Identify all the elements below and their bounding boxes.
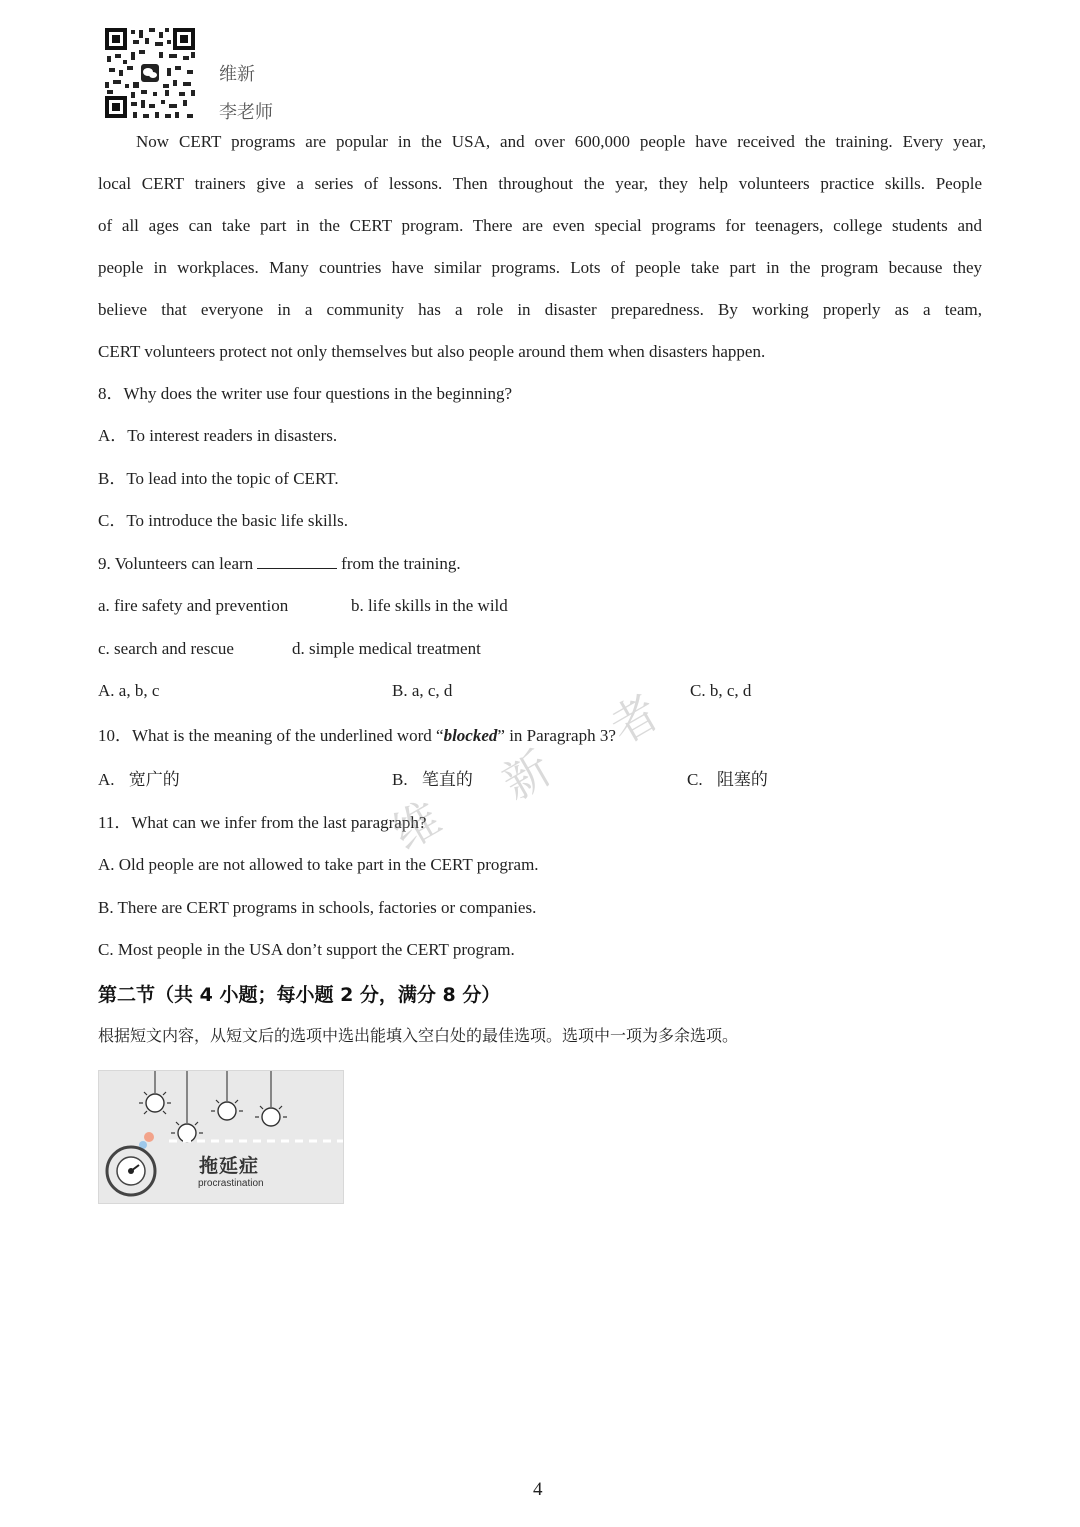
watermark-char-3: 者 bbox=[601, 684, 668, 755]
passage-line-6: CERT volunteers protect not only themselves but also people around them when disasters happen. bbox=[98, 342, 766, 361]
q8-option-c: C．To introduce the basic life skills. bbox=[98, 511, 348, 530]
q10-option-b-text: 笔直的 bbox=[421, 770, 473, 790]
q9-option-a: A. a, b, c bbox=[98, 681, 160, 700]
q9-question-post: from the training. bbox=[341, 554, 461, 573]
watermark-char-1: 维 bbox=[383, 790, 450, 861]
passage-line-5: believe that everyone in a community has a role in disaster preparedness. By working properly as a team, bbox=[98, 300, 982, 319]
q10-option-a-text: 宽广的 bbox=[128, 770, 180, 790]
q9-question bbox=[98, 553, 461, 575]
q9-question-pre: 9. Volunteers can learn bbox=[98, 554, 254, 573]
header-name-line2: 李老师 bbox=[219, 102, 273, 123]
q9-blank bbox=[257, 554, 337, 569]
q10-option-c-letter: C. bbox=[687, 770, 703, 789]
qr-code-graphic bbox=[103, 26, 197, 120]
q9-option-b: B. a, c, d bbox=[392, 681, 453, 700]
watermark-char-2: 新 bbox=[493, 740, 560, 811]
q9-option-c: C. b, c, d bbox=[690, 681, 752, 700]
q10-option-a bbox=[98, 769, 180, 791]
passage-line-4: people in workplaces. Many countries have similar programs. Lots of people take part in the program because they bbox=[98, 258, 982, 277]
q9-item-b: b. life skills in the wild bbox=[351, 596, 508, 615]
q10-option-c bbox=[687, 769, 768, 791]
header-name-line1: 维新 bbox=[219, 64, 255, 85]
q10-option-b bbox=[392, 769, 473, 791]
q8-option-b: B．To lead into the topic of CERT. bbox=[98, 469, 339, 488]
q10-option-b-letter: B. bbox=[392, 770, 408, 789]
passage-line-1: Now CERT programs are popular in the USA, and over 600,000 people have received the training. Every year, bbox=[136, 132, 986, 151]
q11-option-b: B. There are CERT programs in schools, factories or companies. bbox=[98, 898, 537, 917]
q8-question: 8．Why does the writer use four questions in the beginning? bbox=[98, 384, 513, 403]
q9-item-a: a. fire safety and prevention bbox=[98, 596, 289, 615]
q10-question-pre: 10．What is the meaning of the underlined word “ bbox=[98, 726, 444, 745]
q10-underlined-word: blocked bbox=[443, 726, 498, 745]
procrastination-image bbox=[98, 1070, 344, 1204]
page-number: 4 bbox=[533, 1479, 543, 1500]
passage-line-3: of all ages can take part in the CERT program. There are even special programs for teenagers, college students and bbox=[98, 216, 982, 235]
q10-question bbox=[98, 725, 616, 747]
q9-item-d: d. simple medical treatment bbox=[292, 639, 481, 658]
qr-code bbox=[103, 26, 197, 120]
section2-title: 第二节（共 4 小题；每小题 2 分，满分 8 分） bbox=[98, 984, 501, 1006]
procrastination-english: procrastination bbox=[198, 1178, 264, 1189]
q10-option-c-text: 阻塞的 bbox=[716, 770, 768, 790]
q11-question: 11．What can we infer from the last paragraph? bbox=[98, 813, 427, 832]
q11-option-a: A. Old people are not allowed to take part in the CERT program. bbox=[98, 855, 539, 874]
q10-option-a-letter: A. bbox=[98, 770, 115, 789]
q9-item-c: c. search and rescue bbox=[98, 639, 234, 658]
procrastination-chinese: 拖延症 bbox=[199, 1155, 260, 1177]
passage-line-2: local CERT trainers give a series of lessons. Then throughout the year, they help volunteers practice skills. People bbox=[98, 174, 982, 193]
q10-question-post: ” in Paragraph 3? bbox=[497, 726, 616, 745]
q8-option-a: A．To interest readers in disasters. bbox=[98, 426, 338, 445]
q11-option-c: C. Most people in the USA don’t support the CERT program. bbox=[98, 940, 515, 959]
section2-instruction: 根据短文内容，从短文后的选项中选出能填入空白处的最佳选项。选项中一项为多余选项。 bbox=[98, 1026, 739, 1045]
